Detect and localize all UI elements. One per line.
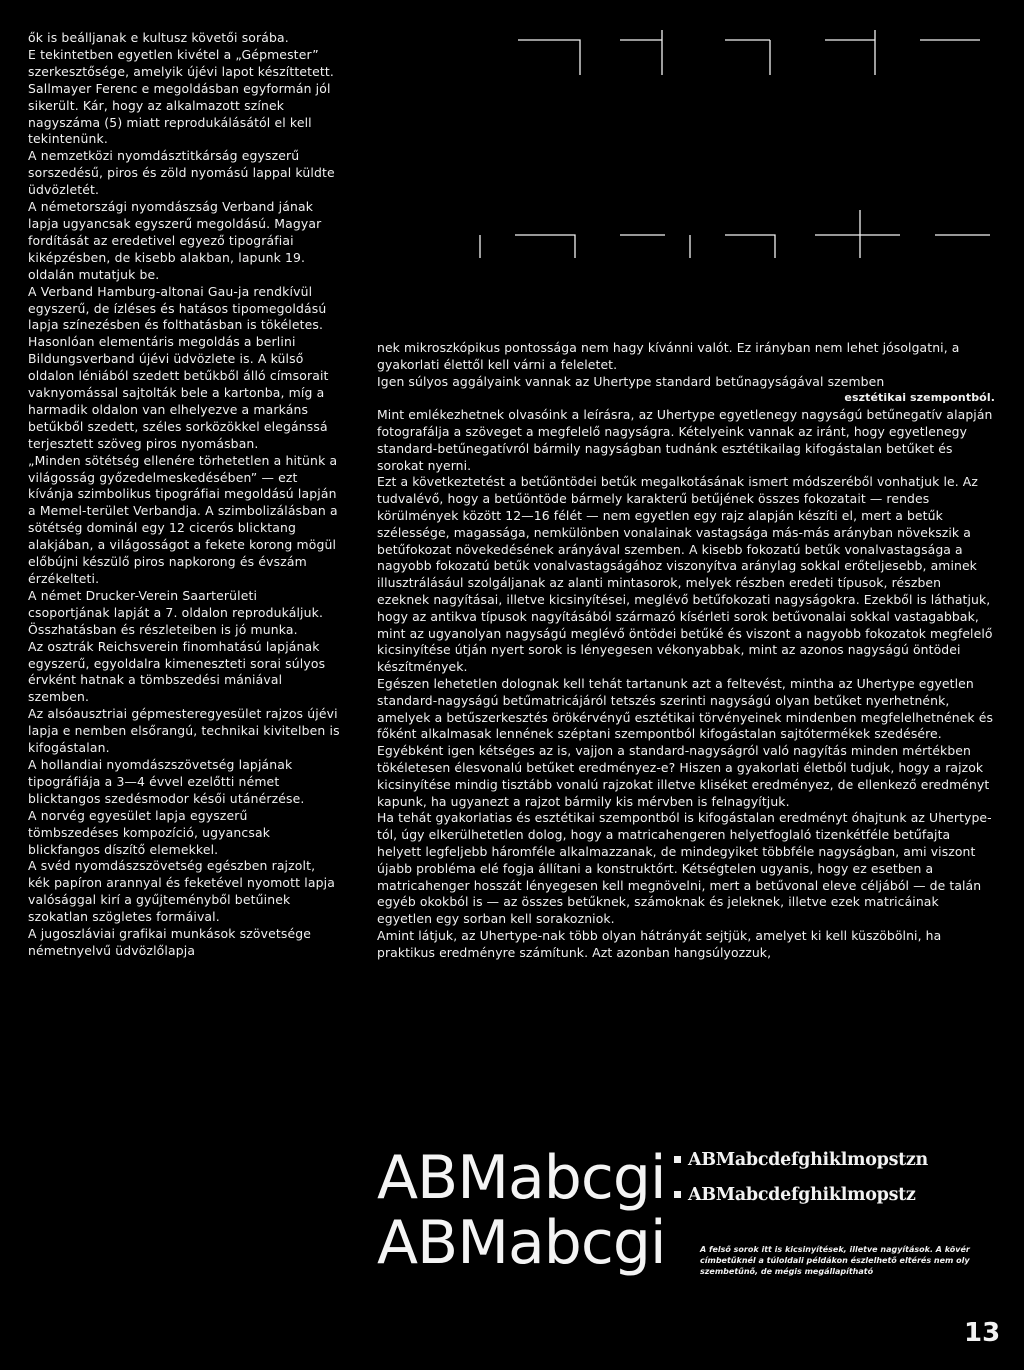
paragraph: A Verband Hamburg-altonai Gau-ja rendkívül egyszerű, de ízléses és hatásos tipomegoldású lapja színezésben és folthatásban is tökéletes. [28,283,327,333]
paragraph: A német Drucker-Verein Saarterületi csoportjának lapját a 7. oldalon reprodukáljuk. Összhatásban és részleteiben is jó munka. [28,587,324,637]
specimen-large-line: ABMabcgi [377,1208,666,1278]
paragraph: Az osztrák Reichsverein finomhatású lapjának egyszerű, egyoldalra kimeneszteti sorai súlyos érvként hatnak a tömbszedési mániával szemben. [28,638,326,705]
paragraph: ők is beálljanak e kultusz követői sorába. [28,30,289,45]
paragraph: Az alsóausztriai gépmesteregyesület rajzos újévi lapja e nemben elsőrangú, technikai kivitelben is kifogástalan. [28,706,340,756]
emphasis-line: esztétikai szempontból. [844,391,995,405]
paragraph: „Minden sötétség ellenére törhetetlen a hitünk a világosság győzedelmeskedésében” — ezt kívánja szimbolikus tipográfiai megoldású lapján a Memel-terület Verbandja. A szimbolizálásban a sötétség dominál egy 12 cicerós blicktang alakjában, a világosságot a fekete korong mögül előbújni készülő piros napkorong és évszám érzékelteti. [28,452,338,586]
paragraph: Hasonlóan elementáris megoldás a berlini Bildungsverband újévi üdvözlete is. A külső oldalon léniából szedett betűkből álló címsorait vaknyomással sajtolták bele a kartonba, míg a harmadik oldalon van elhelyezve a markáns betűkből szedett, széles sorközökkel elegánssá terjesztett szöveg piros nyomásban. [28,334,329,451]
paragraph: A németországi nyomdászság Verband jának lapja ugyancsak egyszerű megoldású. Magyar fordítását az eredetivel egyező tipográfiai kiképzésben, de kisebb alakban, lapunk 19. oldalán mutatjuk be. [28,199,322,282]
paragraph: Igen súlyos aggályaink vannak az Uhertype standard betűnagyságával szemben [377,373,885,389]
paragraph: A jugoszláviai grafikai munkások szövetsége németnyelvű üdvözlőlapja [28,926,312,958]
paragraph: Egészen lehetetlen dolognak kell tehát tartanunk azt a feltevést, mintha az Uhertype egyetlen standard-nagyságú betűmatricájáról tetszés szerinti nagyságú olyan betűket nyerhetnénk, amelyek a betűszerkesztés örökérvényű esztétikai törvényeinek mindenben megfelelhetnének és főként alkalmasak lennének széptani szempontból kifogástalan sajtótermékek szedésére. Egyébként igen kétséges az is, vajjon a standard-nagyságról való nagyítás minden mértékben tökéletesen élesvonalú betűket eredményez-e? Hiszen a gyakorlati életből tudjuk, hogy a rajzok kicsinyítése mindig tisztább vonalú rajzokat illetve kliséket eredményez, de ellenkező eredményt kapunk, ha ugyanezt a rajzot bármily kis mérvben is felnagyítjuk. [377,675,994,809]
bullet-square [674,1191,681,1198]
left-text-column [28,30,340,960]
right-text-column [377,340,995,961]
paragraph: Mint emlékezhetnek olvasóink a leírásra, az Uhertype egyetlenegy nagyságú betűnegatív alapján fotografálja a szöveget a megfelelő nagyságra. Kételyeink vannak az iránt, hogy egyetlenegy standard-betűnegatívról bármily nagyságban tudnánk esztétikailag kifogástalan betűket és sorokat nyerni. [377,407,993,473]
paragraph: Ezt a következtetést a betűöntödei betűk megalkotásának ismert módszeréből vonhatjuk le. Az tudvalévő, hogy a betűöntöde bármely karakterű betűjének összes fokozatait — rendes körülmények között 12—16 félét — nem egyetlen egy rajz alapján készíti el, mert a betűk szélessége, magassága, nemkülönben vonalainak vastagsága más-más arányban növekszik a betűfokozat növekedésének arányával szemben. A kisebb fokozatú betűk vonalvastagsága a nagyobb fokozatú betűk vonalvastagságához viszonyítva aránylag sokkal erőteljesebb, aminek illusztrálásául szolgáljanak az alanti mintasorok, melyek részben eredeti típusok, részben ezeknek nagyításai, illetve kicsinyítései, meglévő betűfokozati nagyságokra. Ezekből is láthatjuk, hogy az antikva típusok nagyításából származó kísérleti sorok betűvonalai sokkal vastagabbak, mint az ugyanolyan nagyságú meglévő öntödei betűké és viszont a nagyobb fokozatok megfelelő kicsinyítése útján nyert sorok is lényegesen vékonyabbak, mint az azonos nagyságú öntödei készítmények. [377,474,993,675]
page-number: 13 [964,1318,1001,1348]
specimen-serif-line: ABMabcdefghiklmopstz [688,1185,916,1205]
paragraph: Amint látjuk, az Uhertype-nak több olyan hátrányát sejtjük, amelyet ki kell küszöbölni, ha praktikus eredményre számítunk. Azt azonban hangsúlyozzuk, [377,927,942,960]
specimen-caption: A felső sorok itt is kicsinyítések, illetve nagyítások. A kövér címbetűknél a túloldali példákon észlelhető eltérés nem oly szembetűnő, de mégis megállapítható [700,1245,970,1276]
paragraph: E tekintetben egyetlen kivétel a „Gépmester” szerkesztősége, amelyik újévi lapot készíttetett. Sallmayer Ferenc e megoldásban egyformán jól sikerült. Kár, hogy az alkalmazott színek nagyszáma (5) miatt reprodukálásától el kell tekintenünk. [28,46,334,147]
paragraph: nek mikroszkópikus pontossága nem hagy kívánni valót. Ez irányban nem lehet jósolgatni, a gyakorlati élettől kell várni a feleletet. [377,340,960,372]
specimen-large-line: ABMabcgi [377,1143,666,1213]
paragraph: Ha tehát gyakorlatias és esztétikai szempontból is kifogástalan eredményt óhajtunk az Uhertype-tól, úgy elkerülhetetlen dolog, hogy a matricahengeren helyetfoglaló tizenkétféle betűfajta helyett legfeljebb háromféle alkalmazzanak, de mindegyiket többféle nagyságban, ami viszont újabb probléma elé fogja állítani a konstruktőrt. Kétségtelen ugyanis, hogy ez esetben a matricahenger hosszát lényegesen kell megnövelni, mert a betűvonal eleve céljából — de talán egyéb okokból is — az összes betűknek, számoknak és jeleknek, illetve ezek matricáinak egyetlen egy sorban kell sorakozniok. [377,810,992,927]
paragraph: A nemzetközi nyomdásztitkárság egyszerű sorszedésű, piros és zöld nyomású lappal küldte üdvözletét. [28,148,335,198]
specimen-serif-line: ABMabcdefghiklmopstzn [688,1150,928,1170]
paragraph: A svéd nyomdászszövetség egészben rajzolt, kék papíron arannyal és feketével nyomott lapja valósággal kirí a gyűjteményből betűinek szokatlan szögletes formáival. [28,858,335,925]
decorative-rule-ornament [470,30,1010,270]
paragraph: A norvég egyesület lapja egyszerű tömbszedéses kompozíció, ugyancsak blickfangos díszítő elemekkel. [28,807,271,857]
bullet-square [674,1156,681,1163]
paragraph: A hollandiai nyomdászszövetség lapjának tipográfiája a 3—4 évvel ezelőtti német blicktangos szedésmodor késői utánérzése. [28,756,305,806]
